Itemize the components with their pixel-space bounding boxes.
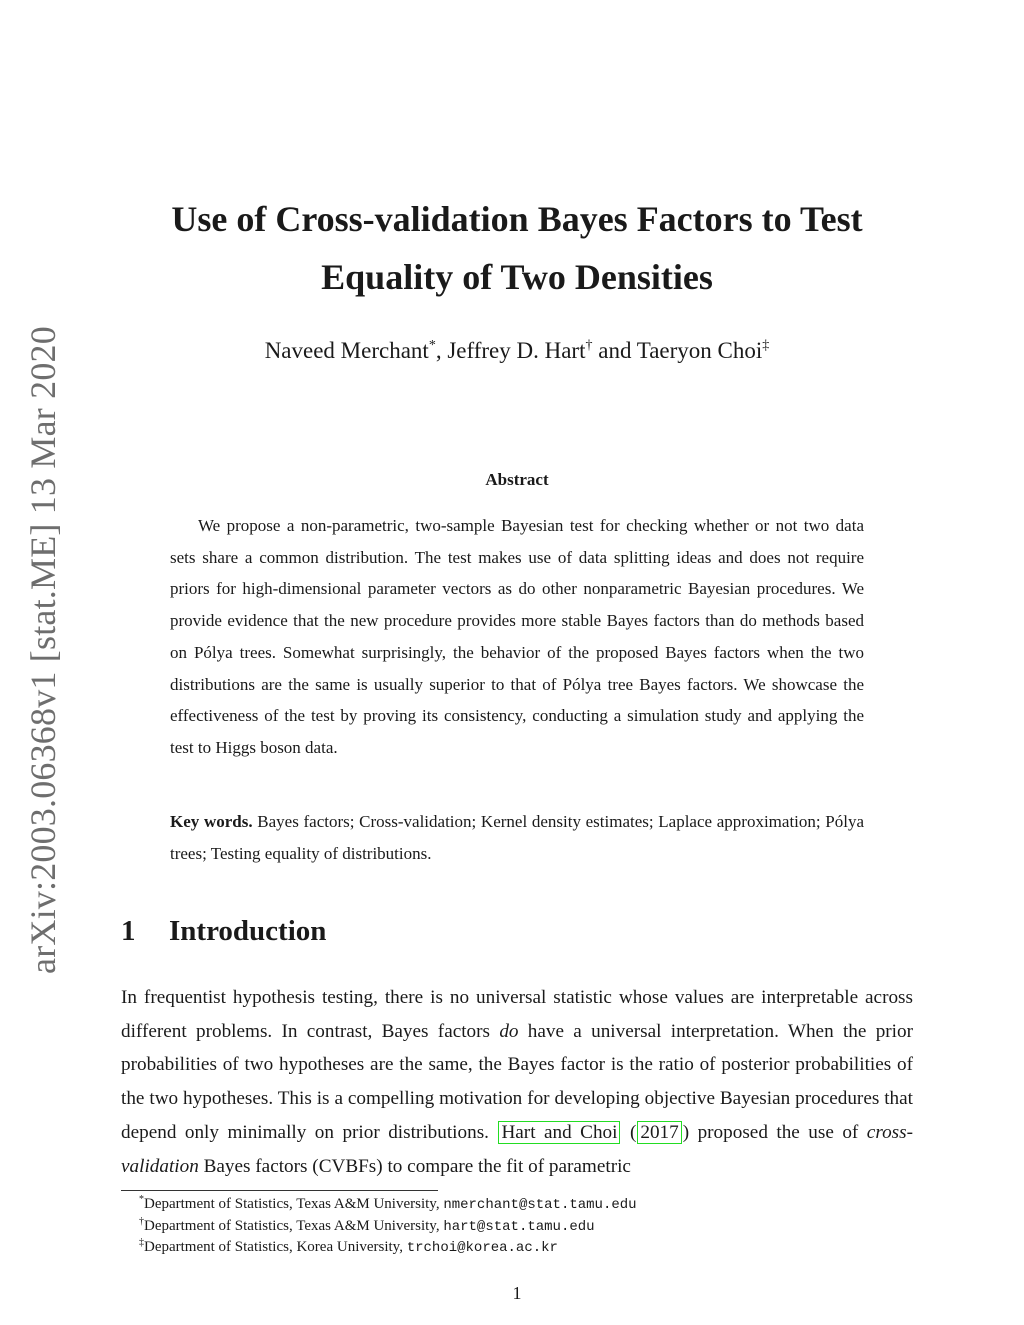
intro-text: proposed the use of: [689, 1121, 867, 1143]
footnote-item: [139, 1237, 919, 1259]
abstract-body: We propose a non-parametric, two-sample Bayesian test for checking whether or not two data sets share a common distribution. The test makes use of data splitting ideas and does not require priors for high-dimensional parameter vectors as do other nonparametric Bayesian procedures. We provide evidence that the new procedure provides more stable Bayes factors than do methods based on Pólya trees. Somewhat surprisingly, the behavior of the proposed Bayes factors when the two distributions are the same is usually superior to that of Pólya tree Bayes factors. We showcase the effectiveness of the test by proving its consistency, conducting a simulation study and applying the test to Higgs boson data.: [170, 516, 864, 757]
footnote-affiliation: Department of Statistics, Korea University,: [144, 1239, 407, 1255]
intro-text: Bayes factors (CVBFs) to compare the fit of parametric: [198, 1155, 631, 1177]
section-title: Introduction: [169, 915, 327, 947]
footnote-mark: *: [139, 1194, 144, 1205]
footnote-affiliation: Department of Statistics, Texas A&M University,: [144, 1196, 444, 1212]
footnote-marker[interactable]: *: [428, 338, 436, 353]
author-list: [100, 334, 934, 368]
footnote-marker[interactable]: ‡: [762, 338, 770, 353]
keywords-text: Bayes factors; Cross-validation; Kernel density estimates; Laplace approximation; Pólya trees; Testing equality of distributions.: [170, 812, 865, 863]
footnote-email[interactable]: nmerchant@stat.tamu.edu: [443, 1197, 637, 1213]
footnote-marker[interactable]: †: [585, 338, 593, 353]
abstract-heading: Abstract: [485, 470, 549, 489]
citation-paren: (: [621, 1121, 637, 1143]
author-name: Naveed Merchant: [264, 338, 429, 363]
keywords-paragraph: [170, 806, 864, 869]
author-name: Taeryon Choi: [636, 338, 763, 363]
footnote-mark: †: [139, 1215, 144, 1227]
intro-text: In frequentist hypothesis testing, there is no universal statistic whose values are interpretable across different problems. In contrast, Bayes factors: [121, 987, 913, 1042]
keywords-label: Key words.: [170, 812, 253, 831]
author-conjunction: and: [592, 338, 637, 363]
author-name: Jeffrey D. Hart: [447, 338, 586, 363]
title-line-2: Equality of Two Densities: [321, 257, 713, 297]
footnote-email[interactable]: hart@stat.tamu.edu: [443, 1218, 595, 1235]
arxiv-identifier-stamp: arXiv:2003.06368v1 [stat.ME] 13 Mar 2020: [23, 326, 63, 974]
footnote-item: [139, 1194, 919, 1216]
footnote-divider: [121, 1190, 438, 1191]
author-separator: ,: [435, 338, 448, 363]
title-line-1: Use of Cross-validation Bayes Factors to Test: [171, 199, 863, 239]
footnote-affiliation: Department of Statistics, Texas A&M University,: [144, 1217, 444, 1234]
page-number: 1: [512, 1283, 522, 1303]
intro-emphasis: do: [499, 1020, 519, 1042]
section-heading: [121, 915, 326, 948]
footnote-mark: ‡: [139, 1237, 144, 1248]
intro-text: have a universal interpretation. When the prior probabilities of two hypotheses are the same, the Bayes factor is the ratio of posterior probabilities of the two hypotheses. This is a compelling motivation for developing objective Bayesian procedures that depend only minimally on prior distributions.: [121, 1020, 913, 1143]
footnote-item: [139, 1216, 919, 1238]
intro-paragraph: [121, 981, 913, 1183]
section-number: 1: [121, 915, 136, 947]
paper-title: [100, 190, 934, 306]
footnotes: [139, 1194, 919, 1259]
intro-emphasis: cross-validation: [121, 1121, 913, 1177]
citation-paren: ): [682, 1121, 690, 1143]
citation-link-year[interactable]: 2017: [637, 1121, 681, 1144]
footnote-email[interactable]: trchoi@korea.ac.kr: [406, 1240, 558, 1256]
citation-link-authors[interactable]: Hart and Choi: [498, 1121, 620, 1144]
